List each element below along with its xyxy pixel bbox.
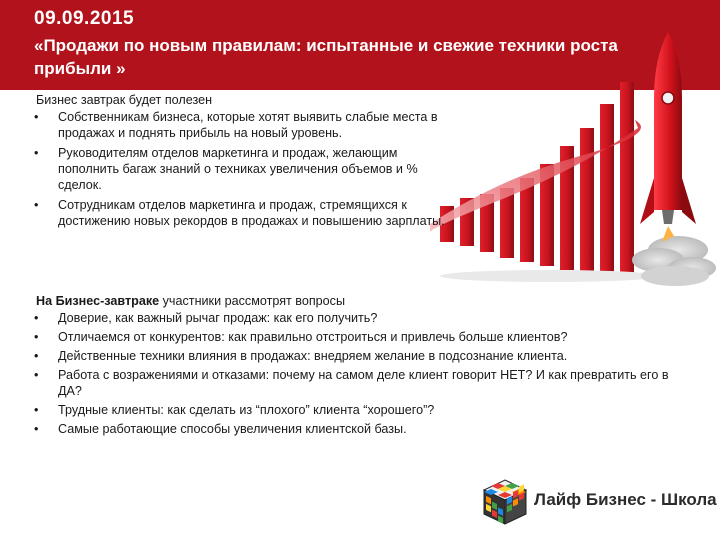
audience-lead: Бизнес завтрак будет полезен: [36, 93, 213, 107]
page-title: «Продажи по новым правилам: испытанные и свежие техники роста прибыли »: [34, 36, 618, 78]
rocket-graphic: [632, 32, 716, 286]
bullet-icon: •: [34, 368, 39, 382]
rocket-chart-illustration: [430, 28, 720, 290]
list-item: • Доверие, как важный рычаг продаж: как его получить?: [34, 311, 378, 325]
list-item: • Работа с возражениями и отказами: почему на самом деле клиент говорит НЕТ? И как превратить его в ДА?: [34, 368, 669, 398]
bar-chart-graphic: [430, 82, 660, 282]
rubiks-cube-icon: [482, 478, 528, 526]
audience-section: [34, 92, 449, 233]
bullet-icon: •: [34, 311, 39, 325]
bullet-icon: •: [34, 198, 39, 212]
audience-list: [34, 109, 449, 229]
list-item: • Собственникам бизнеса, которые хотят выявить слабые места в продажах и поднять прибыль на новый уровень.: [34, 110, 438, 140]
school-logo: [482, 478, 720, 528]
topics-lead: [34, 293, 684, 309]
list-item: • Сотрудникам отделов маркетинга и продаж, стремящихся к достижению новых рекордов в продажах и повышению зарплаты.: [34, 198, 445, 228]
topics-section: [34, 293, 684, 440]
bullet-icon: •: [34, 146, 39, 160]
bullet-icon: •: [34, 403, 39, 417]
bullet-icon: •: [34, 349, 39, 363]
list-item: • Трудные клиенты: как сделать из “плохого” клиента “хорошего”?: [34, 403, 435, 417]
bullet-icon: •: [34, 110, 39, 124]
topics-lead-rest: участники рассмотрят вопросы: [159, 294, 346, 308]
list-item: • Отличаемся от конкурентов: как правильно отстроиться и привлечь больше клиентов?: [34, 330, 568, 344]
topics-list: [34, 310, 684, 437]
bullet-icon: •: [34, 422, 39, 436]
bullet-icon: •: [34, 330, 39, 344]
list-item: • Действенные техники влияния в продажах: внедряем желание в подсознание клиента.: [34, 349, 568, 363]
list-item: • Самые работающие способы увеличения клиентской базы.: [34, 422, 407, 436]
logo-text: Лайф Бизнес - Школа: [534, 490, 717, 509]
list-item: • Руководителям отделов маркетинга и продаж, желающим пополнить багаж знаний о техниках увеличения объемов и % сделок.: [34, 146, 418, 192]
event-date: 09.09.2015: [34, 8, 135, 29]
topics-lead-bold: На Бизнес-завтраке: [36, 294, 160, 308]
